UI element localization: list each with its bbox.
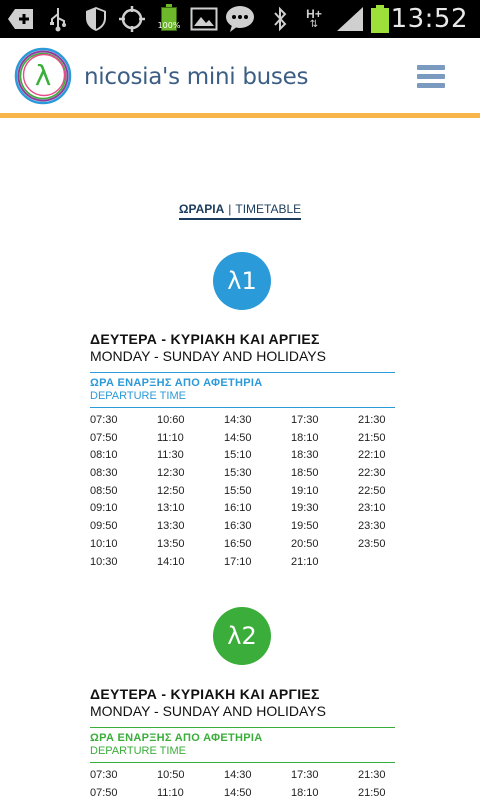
departure-header bbox=[90, 727, 395, 763]
departure-time-cell: 21:50 bbox=[358, 786, 386, 799]
departure-time-cell: 11:30 bbox=[157, 449, 184, 462]
hamburger-menu-icon[interactable] bbox=[417, 65, 445, 89]
departure-time-cell: 11:10 bbox=[157, 431, 184, 444]
times-table bbox=[90, 412, 400, 571]
departure-time-cell: 07:50 bbox=[90, 786, 118, 799]
departure-time-cell: 14:30 bbox=[224, 769, 252, 781]
departure-time-cell: 14:50 bbox=[224, 431, 252, 444]
departure-time-cell: 07:30 bbox=[90, 769, 118, 781]
departure-time-cell: 18:30 bbox=[291, 449, 319, 462]
departure-time-cell: 16:50 bbox=[224, 537, 252, 550]
departure-time-cell: 08:50 bbox=[90, 484, 118, 497]
departure-time-cell: 21:30 bbox=[358, 414, 386, 426]
departure-time-cell: 17:10 bbox=[224, 555, 252, 568]
departure-time-cell bbox=[358, 554, 400, 572]
departure-time-cell: 14:50 bbox=[224, 786, 252, 799]
logo-letter: λ bbox=[34, 59, 52, 92]
departure-time-cell: 19:10 bbox=[291, 484, 319, 497]
add-icon bbox=[6, 6, 36, 32]
bluetooth-icon bbox=[270, 6, 290, 32]
departure-header bbox=[90, 372, 395, 408]
battery-icon bbox=[158, 4, 180, 32]
departure-time-cell: 15:50 bbox=[224, 484, 252, 497]
days-english: MONDAY - SUNDAY AND HOLIDAYS bbox=[90, 703, 326, 719]
battery-percent: 100% bbox=[157, 21, 181, 30]
brand-name: nicosia's mini buses bbox=[84, 64, 309, 90]
departure-time-cell: 21:50 bbox=[358, 431, 386, 444]
days-greek: ΔΕΥΤΕΡΑ - ΚΥΡΙΑΚΗ ΚΑΙ ΑΡΓΙΕΣ bbox=[90, 331, 320, 347]
departure-time-cell: 14:30 bbox=[224, 414, 252, 426]
departure-time-cell: 10:60 bbox=[157, 414, 185, 426]
departure-time-cell: 10:10 bbox=[90, 537, 118, 550]
departure-time-cell: 22:10 bbox=[358, 449, 386, 462]
departure-time-cell: 23:10 bbox=[358, 502, 386, 515]
departure-time-cell: 21:10 bbox=[291, 555, 319, 568]
departure-time-cell: 09:50 bbox=[90, 520, 118, 533]
route-badge: λ2 bbox=[213, 607, 271, 665]
departure-english: DEPARTURE TIME bbox=[90, 390, 186, 402]
tab-separator: | bbox=[228, 202, 232, 216]
days-english: MONDAY - SUNDAY AND HOLIDAYS bbox=[90, 348, 326, 364]
departure-time-cell: 07:50 bbox=[90, 431, 118, 444]
chat-icon bbox=[224, 6, 256, 32]
route-badge: λ1 bbox=[213, 252, 271, 310]
departure-greek: ΩΡΑ ΕΝΑΡΞΗΣ ΑΠΟ ΑΦΕΤΗΡΙΑ bbox=[90, 732, 263, 744]
app-header bbox=[0, 38, 480, 118]
departure-time-cell: 16:10 bbox=[224, 502, 252, 515]
departure-time-cell: 14:10 bbox=[157, 555, 185, 568]
departure-time-cell: 20:50 bbox=[291, 537, 319, 550]
departure-time-cell: 22:30 bbox=[358, 467, 386, 480]
gps-icon bbox=[117, 6, 147, 32]
departure-time-cell: 18:10 bbox=[291, 431, 319, 444]
departure-time-cell: 13:30 bbox=[157, 520, 185, 533]
timetable-heading bbox=[0, 202, 480, 220]
shield-icon bbox=[82, 6, 110, 32]
departure-time-cell: 18:50 bbox=[291, 467, 319, 480]
departure-time-cell: 13:10 bbox=[157, 502, 185, 515]
route-section bbox=[90, 252, 395, 572]
network-type: H+ ⇅ bbox=[306, 7, 322, 30]
departure-time-cell: 12:30 bbox=[157, 467, 185, 480]
usb-icon bbox=[46, 6, 70, 32]
departure-time-cell: 10:50 bbox=[157, 769, 185, 781]
days-greek: ΔΕΥΤΕΡΑ - ΚΥΡΙΑΚΗ ΚΑΙ ΑΡΓΙΕΣ bbox=[90, 686, 320, 702]
departure-time-cell: 13:50 bbox=[157, 537, 185, 550]
times-table bbox=[90, 767, 400, 800]
tab-greek[interactable]: ΩΡΑΡΙΑ bbox=[178, 202, 225, 216]
clock: 13:52 bbox=[390, 4, 468, 34]
image-icon bbox=[189, 6, 219, 32]
battery-icon bbox=[369, 6, 391, 32]
signal-icon bbox=[334, 6, 366, 32]
departure-time-cell: 23:30 bbox=[358, 520, 386, 533]
departure-time-cell: 07:30 bbox=[90, 414, 118, 426]
departure-time-cell: 15:30 bbox=[224, 467, 252, 480]
departure-time-cell: 19:50 bbox=[291, 520, 319, 533]
tab-english[interactable]: TIMETABLE bbox=[235, 202, 302, 216]
departure-time-cell: 18:10 bbox=[291, 786, 319, 799]
logo[interactable] bbox=[14, 47, 72, 105]
status-bar bbox=[0, 0, 480, 38]
departure-time-cell: 12:50 bbox=[157, 484, 185, 497]
departure-time-cell: 17:30 bbox=[291, 414, 319, 426]
departure-time-cell: 21:30 bbox=[358, 769, 386, 781]
departure-time-cell: 09:10 bbox=[90, 502, 118, 515]
departure-time-cell: 15:10 bbox=[224, 449, 252, 462]
departure-time-cell: 08:30 bbox=[90, 467, 118, 480]
departure-english: DEPARTURE TIME bbox=[90, 745, 186, 757]
departure-time-cell: 11:10 bbox=[157, 786, 184, 799]
departure-time-cell: 19:30 bbox=[291, 502, 319, 515]
departure-greek: ΩΡΑ ΕΝΑΡΞΗΣ ΑΠΟ ΑΦΕΤΗΡΙΑ bbox=[90, 377, 263, 389]
departure-time-cell: 10:30 bbox=[90, 555, 118, 568]
route-section bbox=[90, 607, 395, 800]
departure-time-cell: 17:30 bbox=[291, 769, 319, 781]
departure-time-cell: 16:30 bbox=[224, 520, 252, 533]
departure-time-cell: 08:10 bbox=[90, 449, 118, 462]
departure-time-cell: 22:50 bbox=[358, 484, 386, 497]
departure-time-cell: 23:50 bbox=[358, 537, 386, 550]
